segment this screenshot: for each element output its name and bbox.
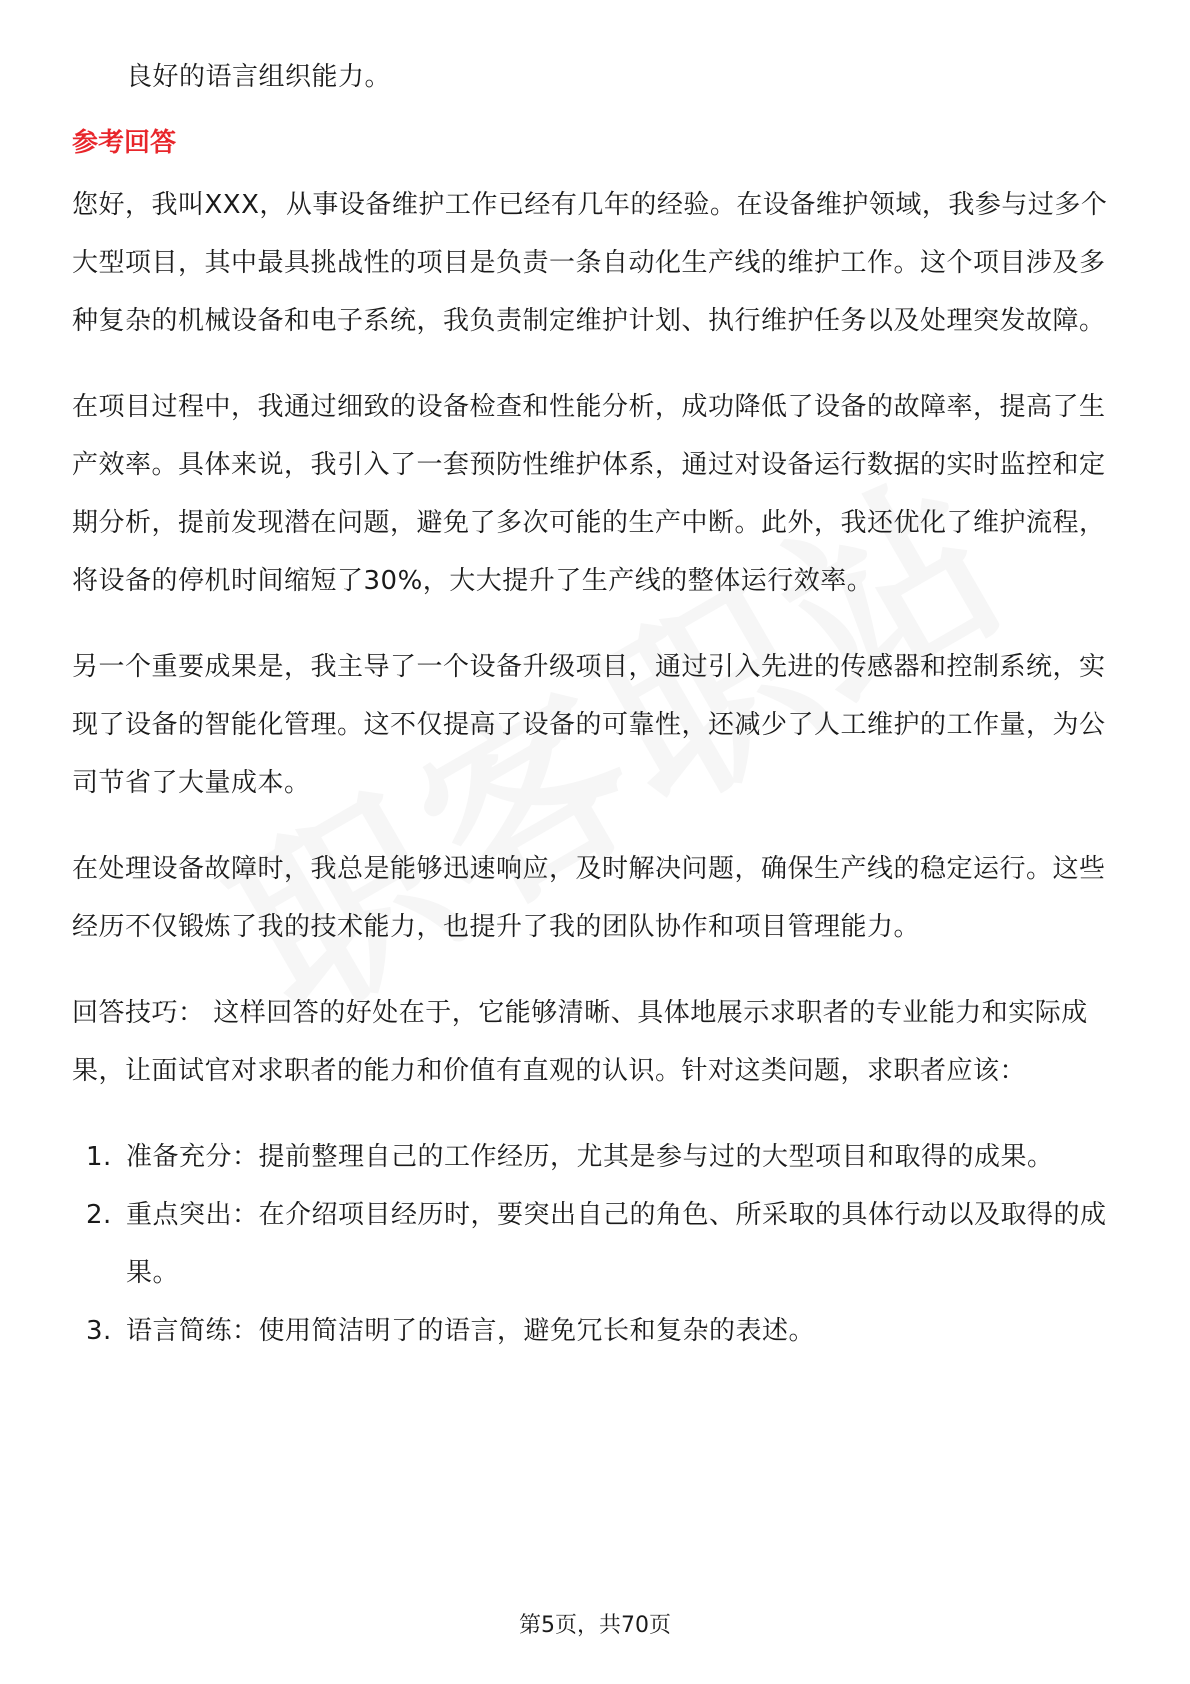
answer-paragraph-1: 您好，我叫XXX，从事设备维护工作已经有几年的经验。在设备维护领域，我参与过多个大型项目，其中最具挑战性的项目是负责一条自动化生产线的维护工作。这个项目涉及多种复杂的机械设备和电子系统，我负责制定维护计划、执行维护任务以及处理突发故障。 — [72, 190, 1108, 336]
list-item-text: 准备充分：提前整理自己的工作经历，尤其是参与过的大型项目和取得的成果。 — [126, 1142, 1054, 1172]
list-item-text: 语言简练：使用简洁明了的语言，避免冗长和复杂的表述。 — [126, 1316, 816, 1346]
list-item-number: 2. — [86, 1200, 112, 1230]
page-footer: 第5页，共70页 — [519, 1613, 671, 1638]
answer-tips-paragraph: 回答技巧： 这样回答的好处在于，它能够清晰、具体地展示求职者的专业能力和实际成果，让面试官对求职者的能力和价值有直观的认识。针对这类问题，求职者应该： — [72, 998, 1088, 1086]
tips-list — [72, 1128, 1122, 1360]
intro-line: 良好的语言组织能力。 — [126, 62, 392, 92]
answer-paragraph-2: 在项目过程中，我通过细致的设备检查和性能分析，成功降低了设备的故障率，提高了生产效率。具体来说，我引入了一套预防性维护体系，通过对设备运行数据的实时监控和定期分析，提前发现潜在问题，避免了多次可能的生产中断。此外，我还优化了维护流程，将设备的停机时间缩短了30%，大大提升了生产线的整体运行效率。 — [72, 392, 1106, 596]
list-item-number: 3. — [86, 1316, 112, 1346]
answer-paragraph-4: 在处理设备故障时，我总是能够迅速响应，及时解决问题，确保生产线的稳定运行。这些经历不仅锻炼了我的技术能力，也提升了我的团队协作和项目管理能力。 — [72, 854, 1106, 942]
list-item-text: 重点突出：在介绍项目经历时，要突出自己的角色、所采取的具体行动以及取得的成果。 — [126, 1200, 1107, 1288]
document-content — [72, 48, 1122, 1360]
section-title: 参考回答 — [72, 128, 177, 158]
list-item — [72, 1128, 1122, 1186]
list-item — [72, 1302, 1122, 1360]
answer-paragraph-3: 另一个重要成果是，我主导了一个设备升级项目，通过引入先进的传感器和控制系统，实现了设备的智能化管理。这不仅提高了设备的可靠性，还减少了人工维护的工作量，为公司节省了大量成本。 — [72, 652, 1106, 798]
list-item-number: 1. — [86, 1142, 112, 1172]
list-item — [72, 1186, 1122, 1302]
